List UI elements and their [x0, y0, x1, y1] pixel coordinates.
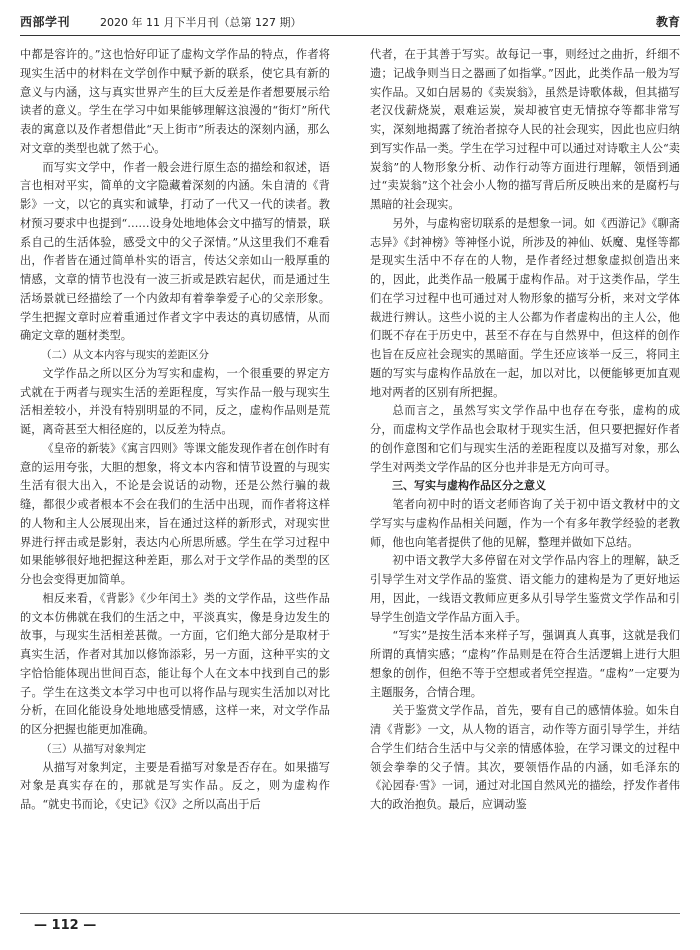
section-heading: 三、写实与虚构作品区分之意义 [392, 479, 546, 493]
paragraph: 从描写对象判定，主要是看描写对象是否存在。如果描写对象是真实存在的，那就是写实作品。反之，则为虚构作品。“就史书而论，《史记》《汉》之所以高出于后 [20, 760, 330, 811]
paragraph: 文学作品之所以区分为写实和虚构，一个很重要的界定方式就在于两者与现实生活的差距程度，写实作品一般与现实生活相差较小，并没有特别明显的不同，反之，虚构作品则是荒诞，离奇甚至大相径庭的，以反差为特点。 [20, 366, 330, 436]
section-label: 教育 [655, 15, 680, 29]
issue-info: 2020 年 11 月下半月刊（总第 127 期） [100, 16, 302, 29]
subheading: （二）从文本内容与现实的差距区分 [41, 349, 209, 361]
paragraph: “写实”是按生活本来样子写，强调真人真事，这就是我们所谓的真情实感；“虚构”作品则是在符合生活逻辑上进行大胆想象的创作，但绝不等于空想或者凭空捏造。“虚构”一定要为主题服务，合情合理。 [370, 629, 680, 699]
paragraph: 中都是容许的。”这也恰好印证了虚构文学作品的特点，作者将现实生活中的材料在文学创作中赋予新的联系，使它具有新的意义与内涵，这与真实世界产生的巨大反差是作者想要展示给读者的意义。学生在学习中如果能够理解这浪漫的“街灯”所代表的寓意以及作者想借此“天上街市”所表达的深刻内涵，那么对文章的类型也就了然于心。 [20, 48, 330, 155]
right-column [370, 46, 680, 906]
paragraph: 而写实文学中，作者一般会进行原生态的描绘和叙述，语言也相对平实，简单的文字隐藏着深刻的内涵。朱自清的《背影》一文，以它的真实和诚挚，打动了一代又一代的读者。教材预习要求中也提到“……设身处地地体会文中描写的情景，联系自己的生活体验，感受文中的父子深情。”从这里我们不难看出，作者皆在通过简单朴实的语言，传达父亲如山一般厚重的情感，文章的情节也没有一波三折或是跌宕起伏，而是通过生活场景就已经描绘了一个内敛却有着拳拳爱子心的父亲形象。学生把握文章时应着重通过作者文字中表达的真切感情，从而确定文章的题材类型。 [20, 160, 330, 343]
paragraph: 代者，在于其善于写实。故每记一事，则经过之曲折，纤细不遗；记战争则当日之器画了如指掌。”因此，此类作品一般为写实作品。又如白居易的《卖炭翁》，虽然是诗歌体裁，但其描写老汉伐薪烧炭，艰难运炭，炭却被官吏无情掠夺等都非常写实，深刻地揭露了统治者掠夺人民的社会现实，因此也应归纳到写实作品一类。学生在学习过程中可以通过对诗歌主人公“卖炭翁”的人物形象分析、动作行动等方面进行理解，领悟到通过“卖炭翁”这个社会小人物的描写背后所反映出来的是腐朽与黑暗的社会现实。 [370, 48, 680, 211]
paragraph: 《皇帝的新装》《寓言四则》等课文能发现作者在创作时有意的运用夸张，大胆的想象，将文本内容和情节设置的与现实生活有很大出入，不论是会说话的动物，还是公然行骗的裁缝，都很少或者根本不会在我们的生活中出现，而作者将这样的人物和主人公展现出来，旨在通过这样的新形式，对现实世界进行抨击或是影射，表达内心所思所感。学生在学习过程中如果能够很好地把握这种差距，那么对于文学作品的类型的区分也会变得更加简单。 [20, 441, 330, 586]
page-number: — 112 — [34, 918, 97, 933]
journal-name: 西部学刊 [20, 15, 71, 29]
left-column [20, 46, 330, 906]
paragraph: 总而言之，虽然写实文学作品中也存在夸张，虚构的成分，而虚构文学作品也会取材于现实生活，但只要把握好作者的创作意图和它们与现实生活的差距程度以及描写对象，那么学生对两类文学作品的区分也并非是无方向可寻。 [370, 404, 680, 474]
page-header [20, 10, 680, 34]
paragraph: 另外，与虚构密切联系的是想象一词。如《西游记》《聊斋志异》《封神榜》等神怪小说，所涉及的神仙、妖魔、鬼怪等都是现实生活中不存在的人物，是作者经过想象虚拟创造出来的，因此，此类作品一般属于虚构作品。对于这类作品，学生们在学习过程中也可通过对人物形象的描写分析，来对文学体裁进行辨认。这些小说的主人公都为作者虚构出的主人公，他们既不存在于历史中，甚至不存在与自然界中，但这样的创作也旨在反应社会现实的黑暗面。学生还应该举一反三，将同主题的写实与虚构作品放在一起，加以对比，以便能够更加直观地对两者的区别有所把握。 [370, 216, 680, 399]
paragraph: 关于鉴赏文学作品，首先，要有自己的感情体验。如朱自清《背影》一文，从人物的语言，动作等方面引导学生，并结合学生们结合生活中与父亲的情感体验，在学习课文的过程中领会拳拳的父子情。其次，要领悟作品的内涵，如毛泽东的《沁园春·雪》一词，通过对北国自然风光的描绘，抒发作者伟大的政治抱负。最后，应调动鉴 [370, 704, 680, 811]
paragraph: 相反来看，《背影》《少年闰土》类的文学作品，这些作品的文本仿佛就在我们的生活之中，平淡真实，像是身边发生的故事，与现实生活相差甚微。一方面，它们绝大部分是取材于真实生活，作者对其加以修饰添彩，另一方面，这种平实的文字恰恰能体现出世间百态，能让每个人在文本中找到自己的影子。学生在这类文本学习中也可以将作品与现实生活加以对比分析，在回化能设身处地地感受情感，这样一来，对文学作品的区分把握也能更加准确。 [20, 591, 330, 736]
footer-rule [20, 913, 680, 914]
subheading: （三）从描写对象判定 [41, 742, 146, 755]
header-rule [20, 35, 680, 36]
paragraph: 笔者向初中时的语文老师咨询了关于初中语文教材中的文学写实与虚构作品相关问题，作为一个有多年教学经验的老教师，他也向笔者提供了他的见解，整理并做如下总结。 [370, 498, 680, 549]
paragraph: 初中语文教学大多停留在对文学作品内容上的理解，缺乏引导学生对文学作品的鉴赏、语文能力的建构是为了更好地运用，因此，一线语文教师应更多从引导学生鉴赏文学作品和引导学生创造文学作品方面入手。 [370, 554, 680, 624]
